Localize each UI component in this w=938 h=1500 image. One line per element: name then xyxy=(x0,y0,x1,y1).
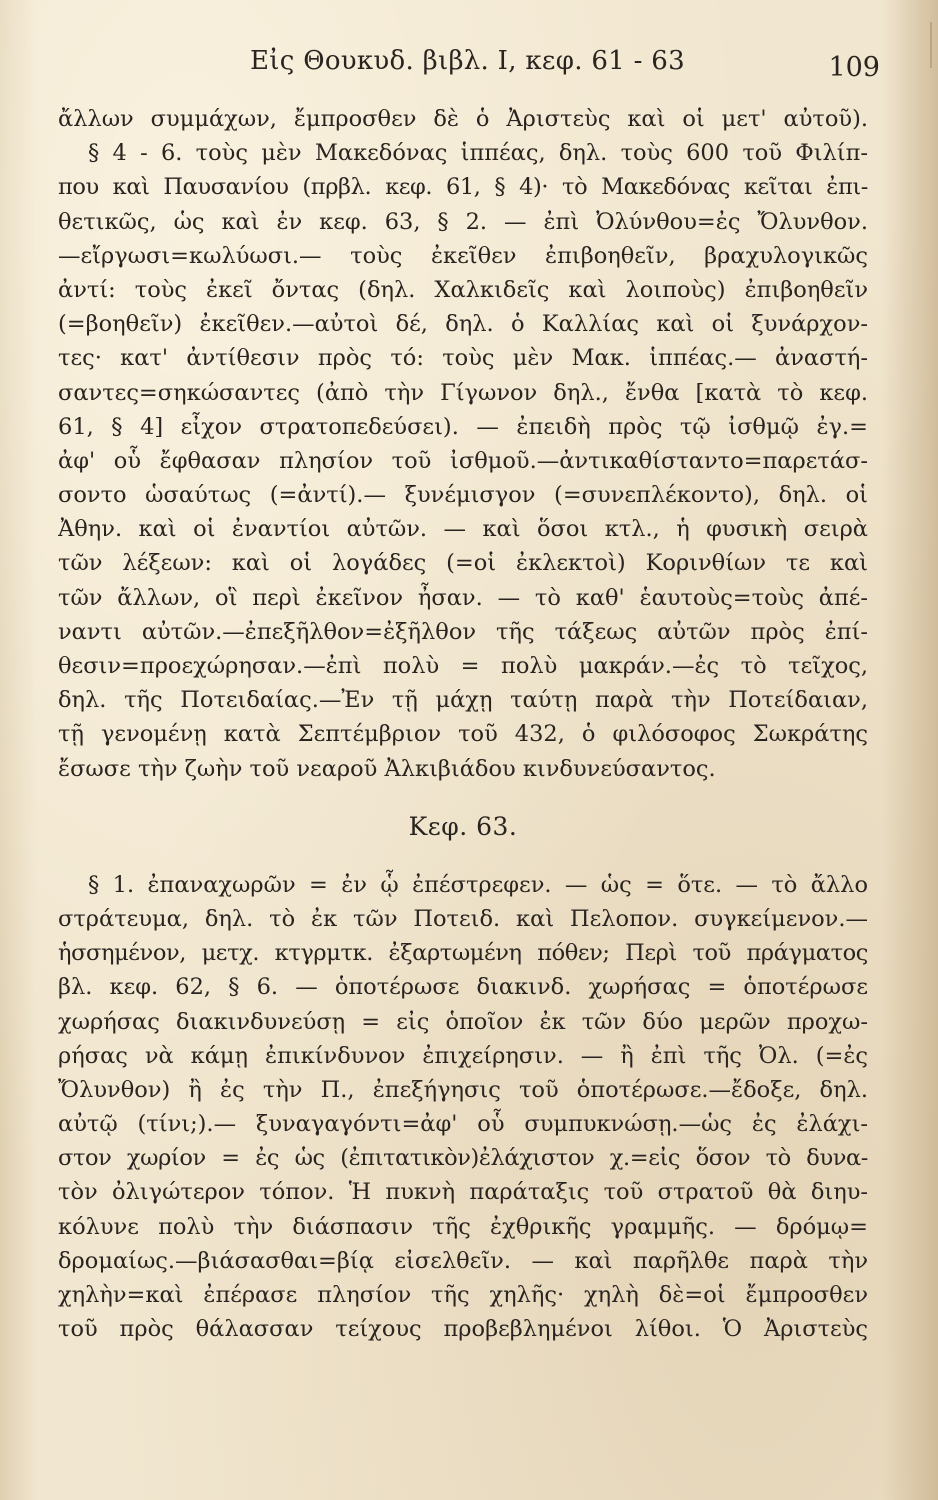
text-line: τὸν ὀλιγώτερον τόπον. Ἡ πυκνὴ παράταξις τοῦ στρατοῦ θὰ διηυ- xyxy=(58,1179,868,1206)
text-line: τοῦ πρὸς θάλασσαν τείχους προβεβλημένοι λίθοι. Ὁ Ἀριστεὺς xyxy=(58,1316,868,1343)
text-line: δρομαίως.—βιάσασθαι=βίᾳ εἰσελθεῖν. — καὶ παρῆλθε παρὰ τὴν xyxy=(58,1247,868,1274)
text-line: ἀντί: τοὺς ἐκεῖ ὄντας (δηλ. Χαλκιδεῖς καὶ λοιποὺς) ἐπιβοηθεῖν xyxy=(58,276,868,303)
text-line: τῶν ἄλλων, οἳ περὶ ἐκεῖνον ἦσαν. — τὸ καθ' ἑαυτοὺς=τοὺς ἀπέ- xyxy=(58,584,868,611)
text-line: δηλ. τῆς Ποτειδαίας.—Ἐν τῇ μάχῃ ταύτῃ παρὰ τὴν Ποτείδαιαν, xyxy=(58,687,868,714)
page-number: 109 xyxy=(828,52,880,83)
text-line: ἡσσημένον, μετχ. κτγρμτκ. ἐξαρτωμένη πόθεν; Περὶ τοῦ πράγματος xyxy=(58,940,868,967)
text-line: ἀφ' οὗ ἔφθασαν πλησίον τοῦ ἰσθμοῦ.—ἀντικαθίσταντο=παρετάσ- xyxy=(58,447,868,474)
text-line: τῶν λέξεων: καὶ οἱ λογάδες (=οἱ ἐκλεκτοὶ) Κορινθίων τε καὶ xyxy=(58,550,868,577)
chapter-heading: Κεφ. 63. xyxy=(408,811,518,841)
text-line: θεσιν=προεχώρησαν.—ἐπὶ πολὺ = πολὺ μακράν.—ἐς τὸ τεῖχος, xyxy=(58,653,868,679)
text-line: στράτευμα, δηλ. τὸ ἐκ τῶν Ποτειδ. καὶ Πελοπον. συγκείμενον.— xyxy=(58,905,868,932)
text-line: χηλὴν=καὶ ἐπέρασε πλησίον τῆς χηλῆς· χηλὴ δὲ=οἱ ἔμπροσθεν xyxy=(58,1282,868,1308)
text-line: τῇ γενομένῃ κατὰ Σεπτέμβριον τοῦ 432, ὁ φιλόσοφος Σωκράτης xyxy=(58,721,868,748)
running-head: Εἰς Θουκυδ. βιβλ. Ι, κεφ. 61 - 63 xyxy=(250,46,685,76)
text-line: Ὄλυνθον) ἢ ἐς τὴν Π., ἐπεξήγησις τοῦ ὁποτέρωσε.—ἔδοξε, δηλ. xyxy=(58,1076,868,1103)
text-line: βλ. κεφ. 62, § 6. — ὁποτέρωσε διακινδ. χωρήσας = ὁποτέρωσε xyxy=(58,974,868,1001)
text-line: —εἴργωσι=κωλύωσι.— τοὺς ἐκεῖθεν ἐπιβοηθεῖν, βραχυλογικῶς xyxy=(58,242,868,269)
text-line: αὐτῷ (τίνι;).— ξυναγαγόντι=ἀφ' οὗ συμπυκνώσῃ.—ὡς ἐς ἐλάχι- xyxy=(58,1111,868,1138)
text-line: σοντο ὡσαύτως (=ἀντί).— ξυνέμισγον (=συνεπλέκοντο), δηλ. οἱ xyxy=(58,482,868,509)
text-line: κόλυνε πολὺ τὴν διάσπασιν τῆς ἐχθρικῆς γραμμῆς. — δρόμῳ= xyxy=(58,1213,868,1240)
text-line: ἄλλων συμμάχων, ἔμπροσθεν δὲ ὁ Ἀριστεὺς καὶ οἱ μετ' αὐτοῦ). xyxy=(58,106,868,132)
text-line: στον χωρίον = ἐς ὡς (ἐπιτατικὸν)ἐλάχιστον χ.=εἰς ὅσον τὸ δυνα- xyxy=(58,1145,868,1172)
text-line: τες· κατ' ἀντίθεσιν πρὸς τό: τοὺς μὲν Μακ. ἱππέας.— ἀναστή- xyxy=(58,345,868,372)
text-line: (=βοηθεῖν) ἐκεῖθεν.—αὐτοὶ δέ, δηλ. ὁ Καλλίας καὶ οἱ ξυνάρχον- xyxy=(58,311,868,338)
page-header xyxy=(60,38,880,88)
commentary-body xyxy=(58,102,868,1346)
text-line: 61, § 4] εἶχον στρατοπεδεύσει). — ἐπειδὴ πρὸς τῷ ἰσθμῷ ἐγ.= xyxy=(58,413,868,440)
text-line: § 1. ἐπαναχωρῶν = ἐν ᾧ ἐπέστρεφεν. — ὡς = ὅτε. — τὸ ἄλλο xyxy=(88,871,868,898)
text-line: χωρήσας διακινδυνεύσῃ = εἰς ὁποῖον ἐκ τῶν δύο μερῶν προχω- xyxy=(58,1008,868,1035)
text-line: θετικῶς, ὡς καὶ ἐν κεφ. 63, § 2. — ἐπὶ Ὀλύνθου=ἐς Ὄλυνθον. xyxy=(58,208,868,235)
text-line: Ἀθην. καὶ οἱ ἐναντίοι αὐτῶν. — καὶ ὅσοι κτλ., ἡ φυσικὴ σειρὰ xyxy=(58,516,868,543)
text-line: ἔσωσε τὴν ζωὴν τοῦ νεαροῦ Ἀλκιβιάδου κινδυνεύσαντος. xyxy=(58,755,716,782)
text-line: σαντες=σηκώσαντες (ἀπὸ τὴν Γίγωνον δηλ., ἔνθα [κατὰ τὸ κεφ. xyxy=(58,379,868,406)
text-line: ρήσας νὰ κάμῃ ἐπικίνδυνον ἐπιχείρησιν. — ἢ ἐπὶ τῆς Ὀλ. (=ἐς xyxy=(58,1042,868,1069)
text-line: ναντι αὐτῶν.—ἐπεξῆλθον=ἐξῆλθον τῆς τάξεως αὐτῶν πρὸς ἐπί- xyxy=(58,618,868,645)
text-line: που καὶ Παυσανίου (πρβλ. κεφ. 61, § 4)· τὸ Μακεδόνας κεῖται ἐπι- xyxy=(58,174,868,201)
text-line: § 4 - 6. τοὺς μὲν Μακεδόνας ἱππέας, δηλ. τοὺς 600 τοῦ Φιλίπ- xyxy=(88,140,868,167)
page-edge-shadow xyxy=(930,22,932,68)
